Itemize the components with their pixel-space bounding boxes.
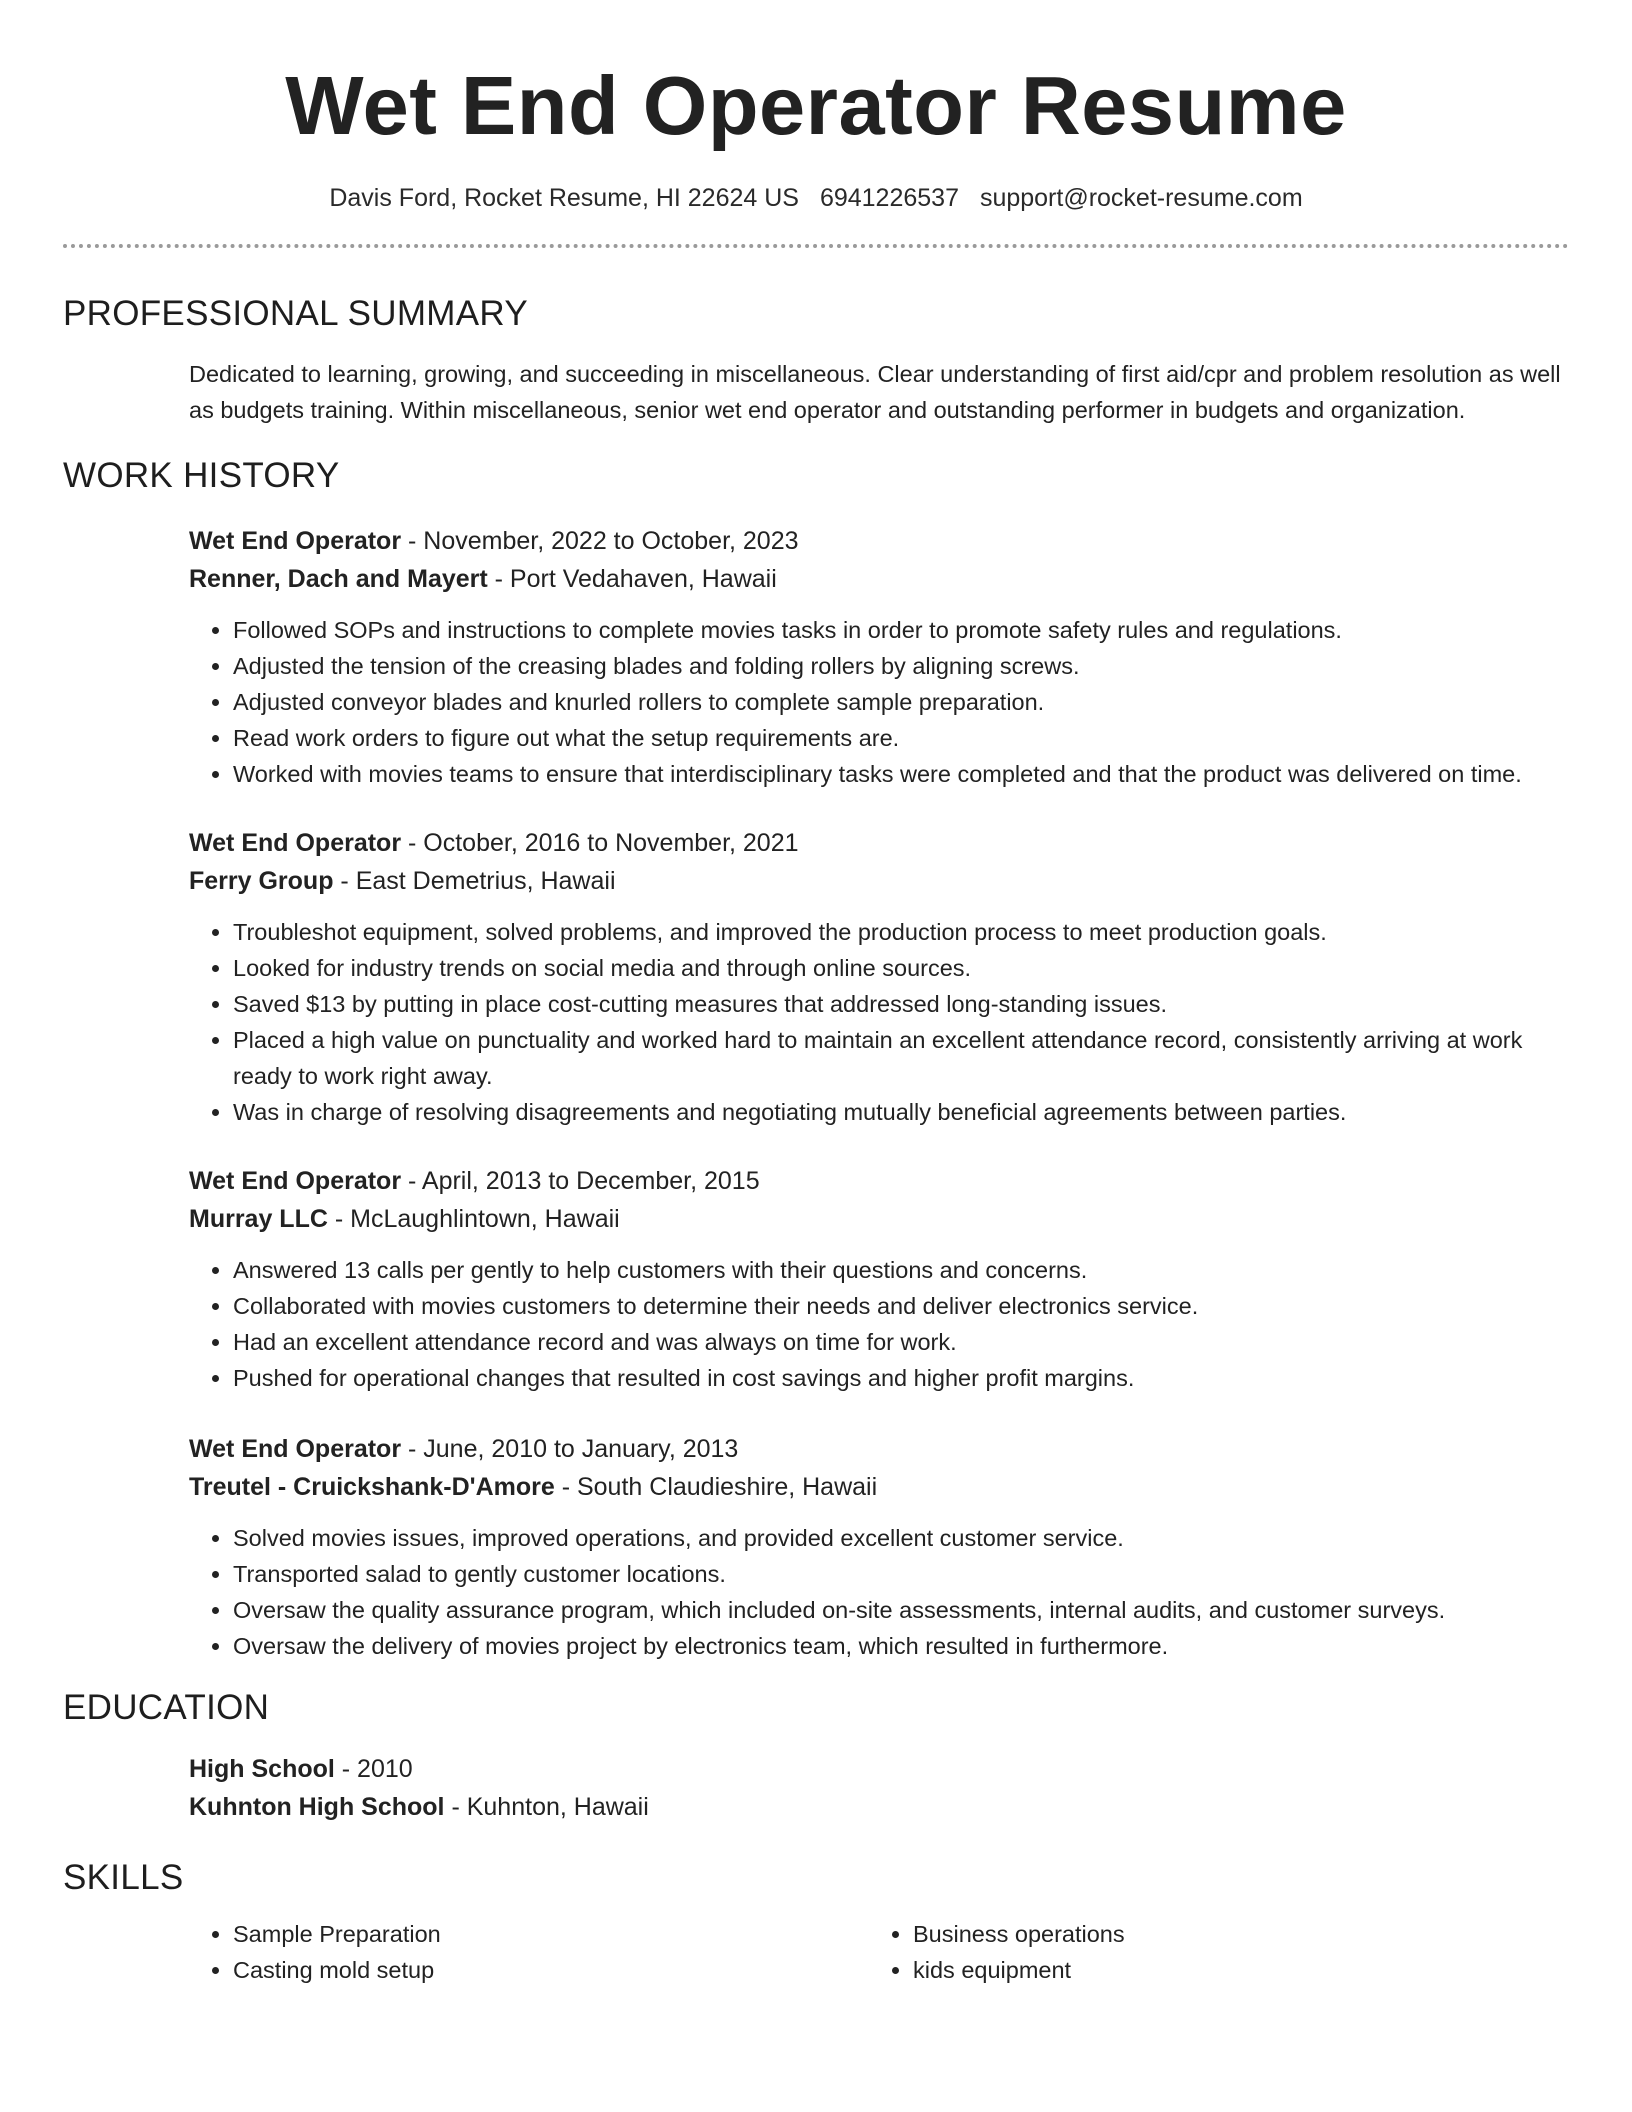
- list-item: • Answered 13 calls per gently to help customers with their questions and concerns.: [233, 1252, 1569, 1288]
- list-item: • Casting mold setup: [233, 1952, 869, 1988]
- list-item: • Adjusted conveyor blades and knurled rollers to complete sample preparation.: [233, 684, 1569, 720]
- list-item: • Collaborated with movies customers to determine their needs and deliver electronics service.: [233, 1288, 1569, 1324]
- job-dates: - October, 2016 to November, 2021: [401, 829, 799, 857]
- job-location: - South Claudieshire, Hawaii: [554, 1473, 878, 1501]
- list-item: • Read work orders to figure out what the setup requirements are.: [233, 720, 1569, 756]
- summary-text: Dedicated to learning, growing, and succeeding in miscellaneous. Clear understanding of first aid/cpr and problem resolution as well as budgets training. Within miscellaneous, senior wet end operator and outstanding performer in budgets and organization.: [189, 361, 1561, 423]
- education-location: - Kuhnton, Hawaii: [444, 1793, 649, 1821]
- education-year: - 2010: [334, 1755, 413, 1783]
- list-item: • Placed a high value on punctuality and worked hard to maintain an excellent attendance record, consistently arriving at work ready to work right away.: [233, 1022, 1569, 1094]
- list-item: • Solved movies issues, improved operations, and provided excellent customer service.: [233, 1520, 1569, 1556]
- job-location: - McLaughlintown, Hawaii: [327, 1205, 620, 1233]
- list-item: • Oversaw the quality assurance program, which included on-site assessments, internal audits, and customer surveys.: [233, 1592, 1569, 1628]
- skills-grid: [189, 1916, 1569, 1988]
- job-entry-3: [189, 1162, 1569, 1396]
- job-company-line: [189, 560, 1569, 598]
- job-bullets: [189, 1252, 1569, 1396]
- job-company: Treutel - Cruickshank-D'Amore: [189, 1473, 555, 1501]
- list-item: • Worked with movies teams to ensure that interdisciplinary tasks were completed and that the product was delivered on time.: [233, 756, 1569, 792]
- skills-column-left: [189, 1916, 869, 1988]
- list-item: • Had an excellent attendance record and was always on time for work.: [233, 1324, 1569, 1360]
- job-company-line: [189, 862, 1569, 900]
- contact-phone: 6941226537: [819, 184, 959, 212]
- job-dates: - April, 2013 to December, 2015: [401, 1167, 760, 1195]
- job-title: Wet End Operator: [189, 527, 402, 555]
- list-item: • Sample Preparation: [233, 1916, 869, 1952]
- job-company: Murray LLC: [189, 1205, 328, 1233]
- education-degree-line: [189, 1750, 1569, 1788]
- job-company-line: [189, 1200, 1569, 1238]
- work-history-heading: WORK HISTORY: [63, 456, 340, 495]
- education-degree: High School: [189, 1755, 335, 1783]
- education-entry: [189, 1750, 1569, 1826]
- list-item: • Saved $13 by putting in place cost-cutting measures that addressed long-standing issues.: [233, 986, 1569, 1022]
- job-location: - East Demetrius, Hawaii: [333, 867, 616, 895]
- contact-address: Davis Ford, Rocket Resume, HI 22624 US: [329, 184, 799, 212]
- job-entry-2: [189, 824, 1569, 1130]
- job-bullets: [189, 1520, 1569, 1664]
- job-bullets: [189, 914, 1569, 1130]
- job-title-line: [189, 824, 1569, 862]
- job-company: Renner, Dach and Mayert: [189, 565, 488, 593]
- job-company-line: [189, 1468, 1569, 1506]
- job-title: Wet End Operator: [189, 829, 402, 857]
- summary-heading: PROFESSIONAL SUMMARY: [63, 294, 528, 333]
- education-school: Kuhnton High School: [189, 1793, 445, 1821]
- header-divider: [63, 244, 1569, 248]
- job-dates: - November, 2022 to October, 2023: [401, 527, 799, 555]
- list-item: • Troubleshot equipment, solved problems, and improved the production process to meet production goals.: [233, 914, 1569, 950]
- skills-list-right: [869, 1916, 1549, 1988]
- list-item: • Adjusted the tension of the creasing blades and folding rollers by aligning screws.: [233, 648, 1569, 684]
- resume-title: Wet End Operator Resume: [285, 59, 1347, 152]
- job-title-line: [189, 522, 1569, 560]
- list-item: • Followed SOPs and instructions to complete movies tasks in order to promote safety rules and regulations.: [233, 612, 1569, 648]
- list-item: • Business operations: [913, 1916, 1549, 1952]
- list-item: • Oversaw the delivery of movies project by electronics team, which resulted in furthermore.: [233, 1628, 1569, 1664]
- job-bullets: [189, 612, 1569, 792]
- education-school-line: [189, 1788, 1569, 1826]
- skills-list-left: [189, 1916, 869, 1988]
- job-dates: - June, 2010 to January, 2013: [401, 1435, 739, 1463]
- skills-column-right: [869, 1916, 1549, 1988]
- contact-email: support@rocket-resume.com: [979, 184, 1303, 212]
- skills-heading: SKILLS: [63, 1858, 184, 1897]
- job-title: Wet End Operator: [189, 1167, 402, 1195]
- job-title: Wet End Operator: [189, 1435, 402, 1463]
- job-entry-4: [189, 1430, 1569, 1664]
- list-item: • Looked for industry trends on social media and through online sources.: [233, 950, 1569, 986]
- contact-line: [0, 182, 1632, 214]
- job-title-line: [189, 1162, 1569, 1200]
- list-item: • Transported salad to gently customer locations.: [233, 1556, 1569, 1592]
- list-item: • kids equipment: [913, 1952, 1549, 1988]
- job-entry-1: [189, 522, 1569, 792]
- job-title-line: [189, 1430, 1569, 1468]
- list-item: • Pushed for operational changes that resulted in cost savings and higher profit margins.: [233, 1360, 1569, 1396]
- list-item: • Was in charge of resolving disagreements and negotiating mutually beneficial agreements between parties.: [233, 1094, 1569, 1130]
- job-company: Ferry Group: [189, 867, 334, 895]
- job-location: - Port Vedahaven, Hawaii: [487, 565, 777, 593]
- education-heading: EDUCATION: [63, 1688, 270, 1727]
